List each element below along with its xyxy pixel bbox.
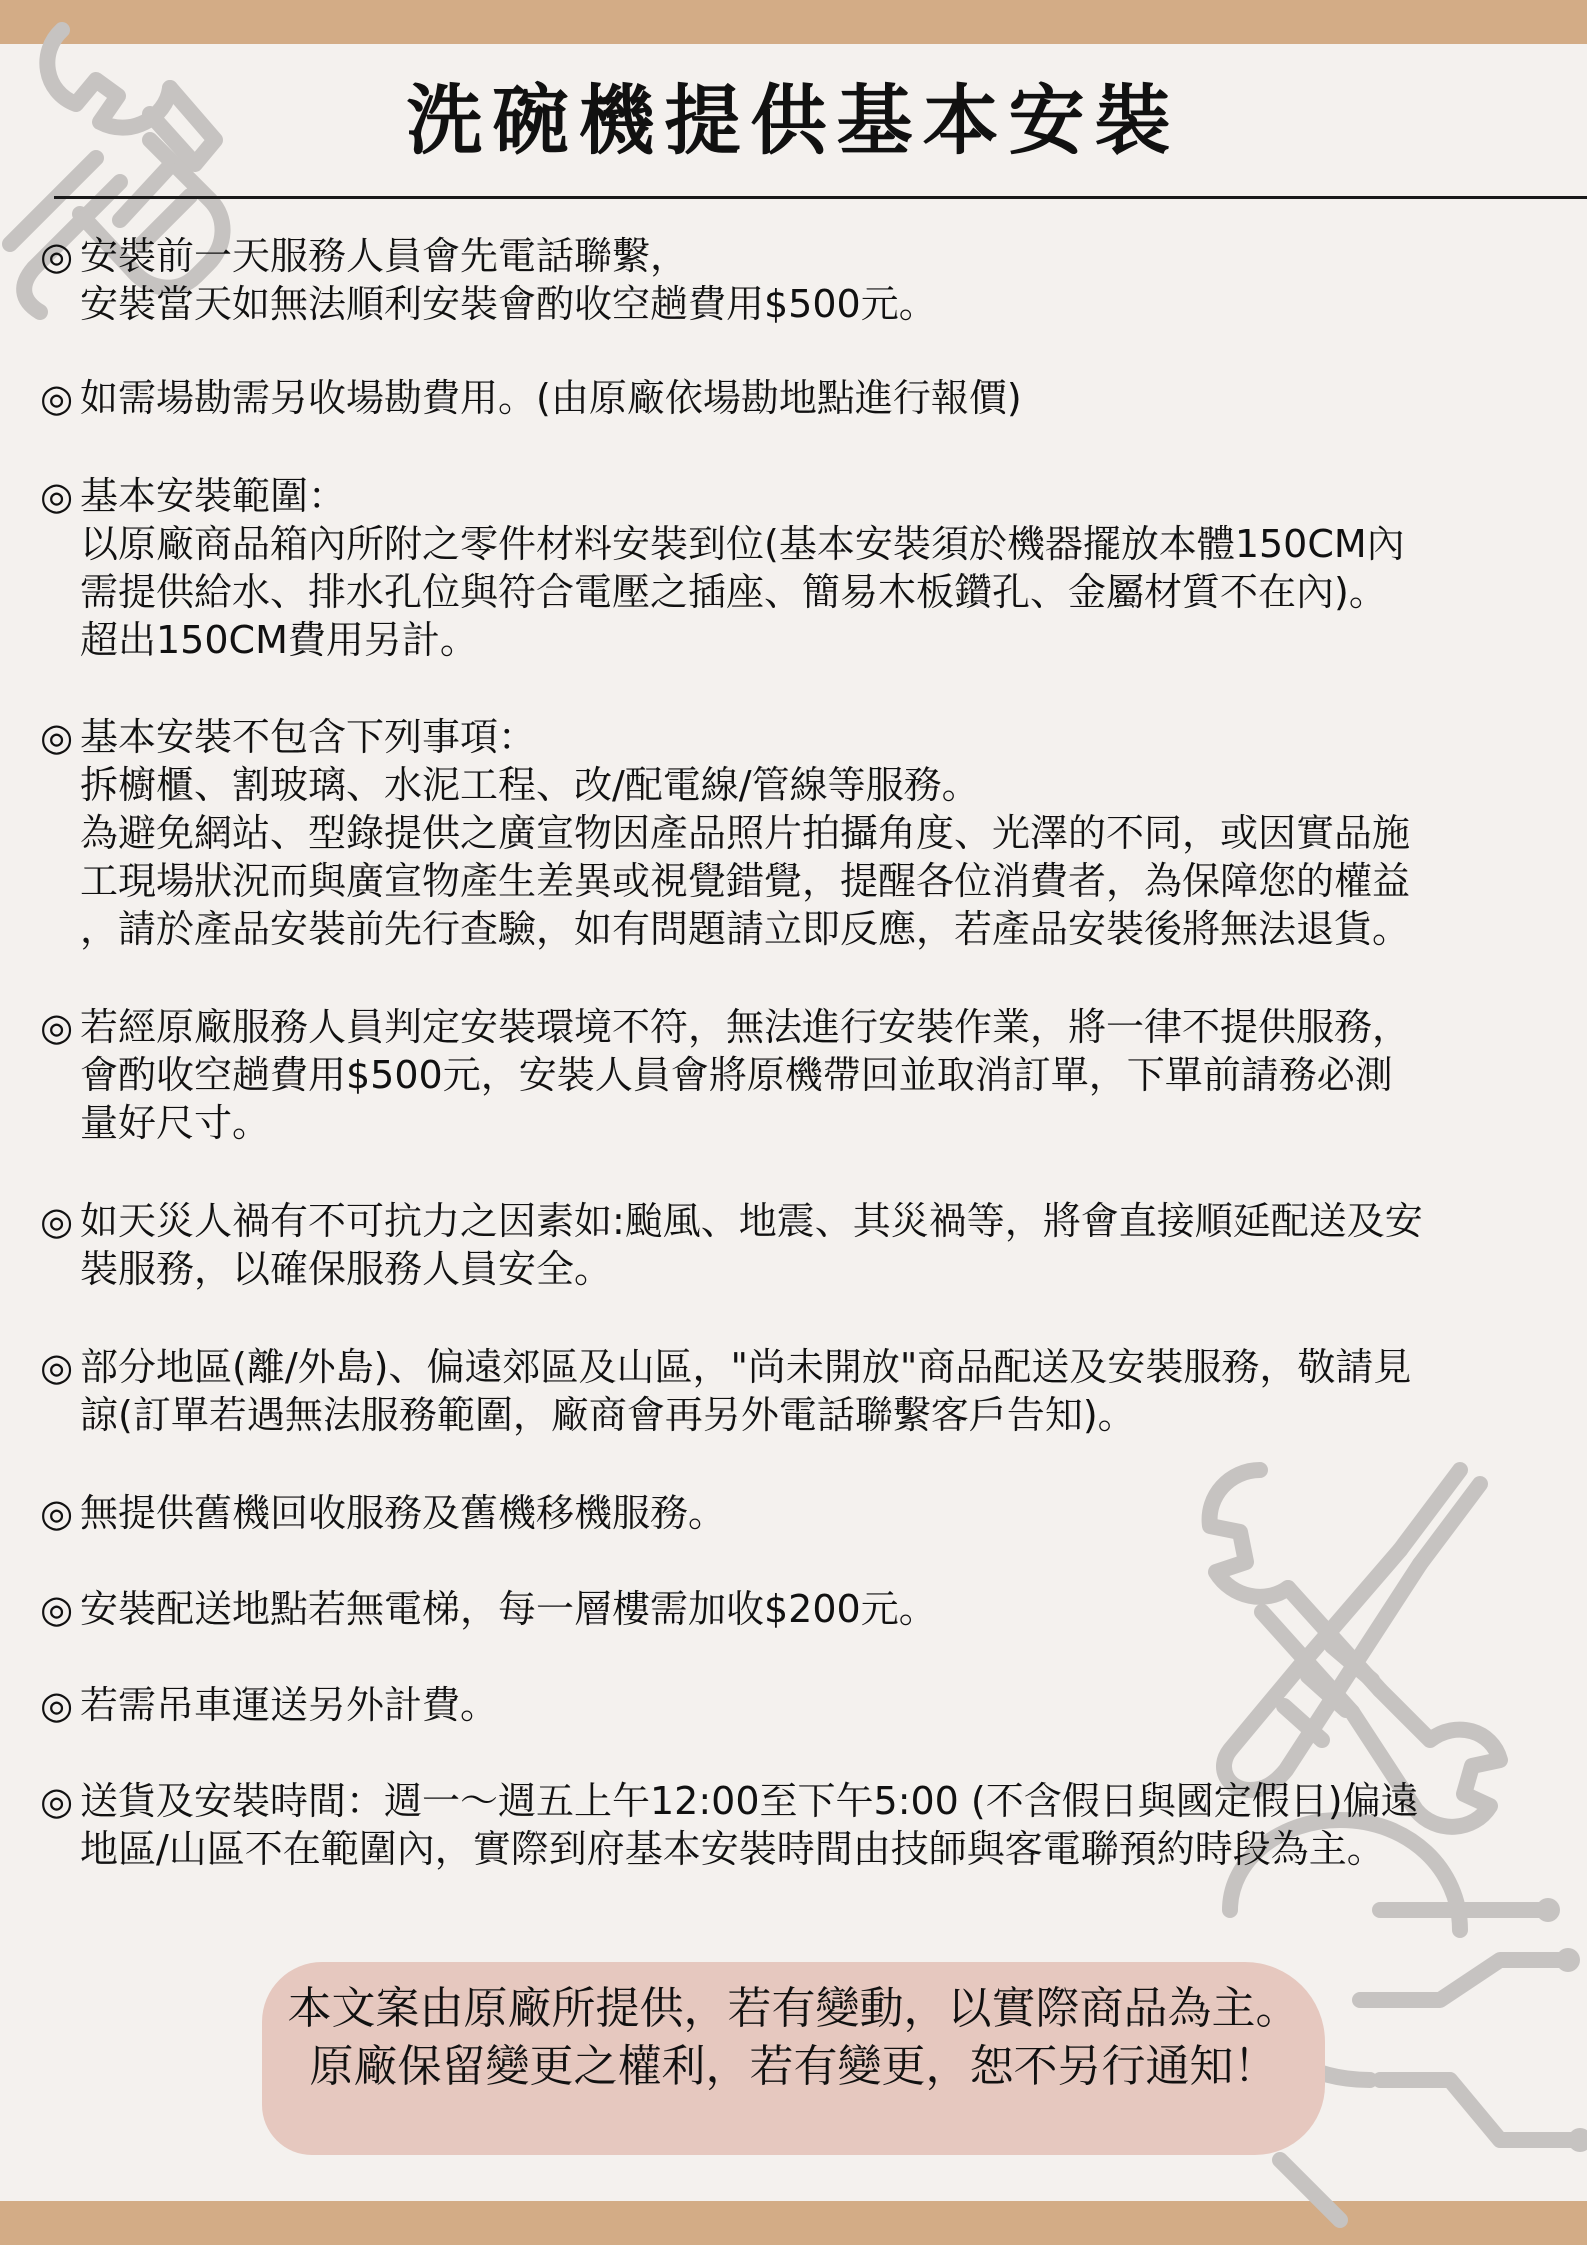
- bullet-mark: ◎: [40, 1345, 74, 1389]
- list-item: [40, 1585, 1560, 1633]
- bottom-band: [0, 2201, 1587, 2245]
- item-line: 若需吊車運送另外計費。: [80, 1683, 499, 1727]
- bullet-mark: ◎: [40, 1491, 74, 1535]
- item-line: 拆櫥櫃、割玻璃、水泥工程、改/配電線/管線等服務。: [80, 763, 980, 807]
- title-divider: [54, 196, 1587, 199]
- item-line: 諒(訂單若遇無法服務範圍，廠商會再另外電話聯繫客戶告知)。: [80, 1393, 1136, 1437]
- list-item: [40, 232, 1560, 328]
- list-item: [40, 1777, 1560, 1873]
- item-line: 以原廠商品箱內所附之零件材料安裝到位(基本安裝須於機器擺放本體150CM內: [80, 522, 1405, 566]
- disclaimer-line: 本文案由原廠所提供，若有變動，以實際商品為主。: [287, 1983, 1300, 2034]
- bullet-mark: ◎: [40, 1199, 74, 1243]
- item-line: 送貨及安裝時間：週一～週五上午12:00至下午5:00 (不含假日與國定假日)偏遠: [80, 1779, 1419, 1823]
- disclaimer-note: [262, 1962, 1325, 2155]
- item-line: 會酌收空趟費用$500元，安裝人員會將原機帶回並取消訂單，下單前請務必測: [80, 1053, 1393, 1097]
- item-line: 如天災人禍有不可抗力之因素如:颱風、地震、其災禍等，將會直接順延配送及安: [80, 1199, 1423, 1243]
- item-line: ，請於產品安裝前先行查驗，如有問題請立即反應，若產品安裝後將無法退貨。: [80, 907, 1411, 951]
- page-title: 洗碗機提供基本安裝: [406, 76, 1181, 165]
- item-line: 工現場狀況而與廣宣物產生差異或視覺錯覺，提醒各位消費者，為保障您的權益: [80, 859, 1411, 903]
- item-line: 安裝前一天服務人員會先電話聯繫，: [80, 234, 689, 278]
- item-line: 部分地區(離/外島)、偏遠郊區及山區，"尚未開放"商品配送及安裝服務，敬請見: [80, 1345, 1412, 1389]
- list-item: [40, 1197, 1560, 1293]
- item-line: 安裝配送地點若無電梯，每一層樓需加收$200元。: [80, 1587, 937, 1631]
- item-line: 地區/山區不在範圍內，實際到府基本安裝時間由技師與客電聯預約時段為主。: [80, 1827, 1385, 1871]
- bullet-mark: ◎: [40, 1005, 74, 1049]
- disclaimer-line: 原廠保留變更之權利，若有變更，恕不另行通知！: [309, 2041, 1278, 2092]
- item-line: 裝服務，以確保服務人員安全。: [80, 1247, 613, 1291]
- item-line: 安裝當天如無法順利安裝會酌收空趟費用$500元。: [80, 282, 937, 326]
- list-item: [40, 1343, 1560, 1439]
- list-item: [40, 713, 1560, 953]
- list-item: [40, 374, 1560, 422]
- terms-list: [40, 232, 1560, 1873]
- list-item: [40, 1003, 1560, 1147]
- item-line: 為避免網站、型錄提供之廣宣物因產品照片拍攝角度、光澤的不同，或因實品施: [80, 811, 1411, 855]
- bullet-mark: ◎: [40, 1587, 74, 1631]
- bullet-mark: ◎: [40, 1779, 74, 1823]
- bullet-mark: ◎: [40, 474, 74, 518]
- item-line: 量好尺寸。: [80, 1101, 271, 1145]
- item-line: 超出150CM費用另計。: [80, 618, 478, 662]
- item-line: 需提供給水、排水孔位與符合電壓之插座、簡易木板鑽孔、金屬材質不在內)。: [80, 570, 1387, 614]
- item-line: 基本安裝範圍：: [80, 474, 347, 518]
- item-line: 無提供舊機回收服務及舊機移機服務。: [80, 1491, 727, 1535]
- list-item: [40, 472, 1560, 664]
- bullet-mark: ◎: [40, 1683, 74, 1727]
- item-line: 基本安裝不包含下列事項：: [80, 715, 537, 759]
- item-line: 如需場勘需另收場勘費用。(由原廠依場勘地點進行報價): [80, 376, 1022, 420]
- bullet-mark: ◎: [40, 376, 74, 420]
- bullet-mark: ◎: [40, 715, 74, 759]
- bullet-mark: ◎: [40, 234, 74, 278]
- item-line: 若經原廠服務人員判定安裝環境不符，無法進行安裝作業，將一律不提供服務，: [80, 1005, 1411, 1049]
- list-item: [40, 1489, 1560, 1537]
- list-item: [40, 1681, 1560, 1729]
- top-band: [0, 0, 1587, 44]
